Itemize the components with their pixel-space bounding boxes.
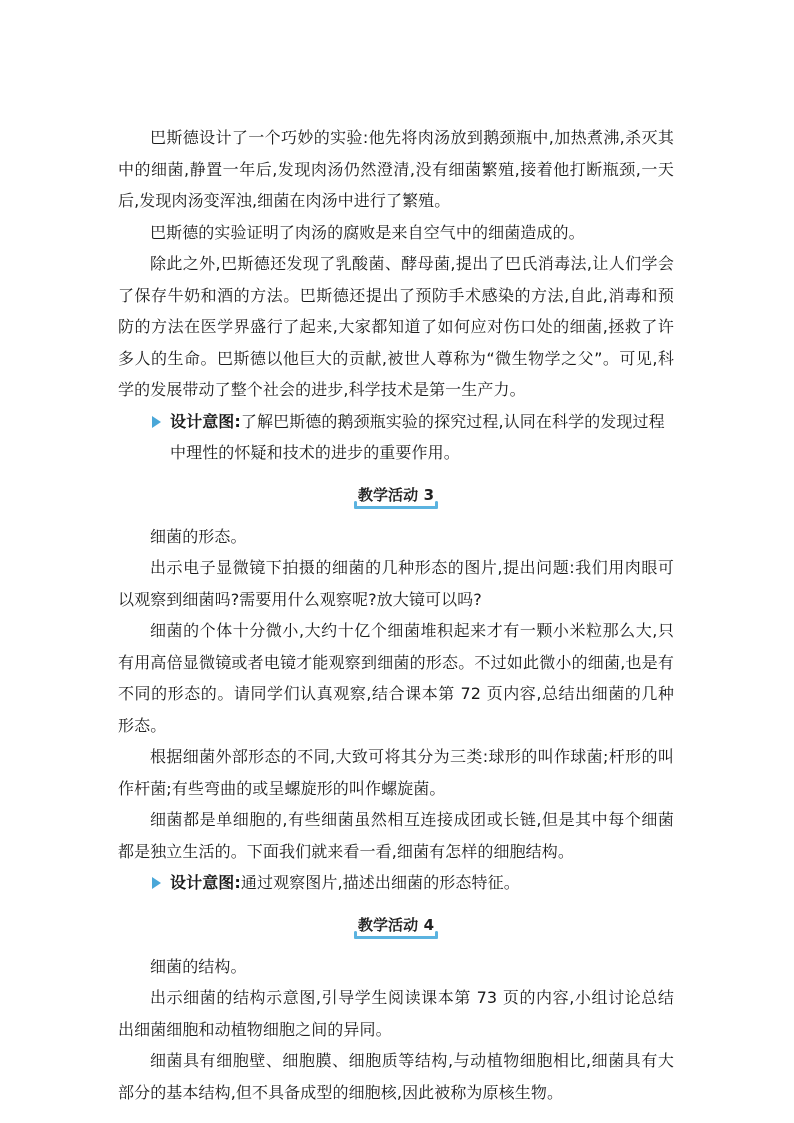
paragraph: 细菌的个体十分微小,大约十亿个细菌堆积起来才有一颗小米粒那么大,只有用高倍显微镜或者电镜才能观察到细菌的形态。不过如此微小的细菌,也是有不同的形态的。请同学们认真观察,结合课本第 72 页内容,总结出细菌的几种形态。 (118, 621, 674, 735)
paragraph: 出示电子显微镜下拍摄的细菌的几种形态的图片,提出问题:我们用肉眼可以观察到细菌吗?需要用什么观察呢?放大镜可以吗? (118, 558, 674, 609)
paragraph: 细菌的形态。 (150, 526, 247, 546)
design-intent-text (170, 867, 674, 899)
design-intent-label: 设计意图: (170, 411, 241, 431)
activity-heading-text: 教学活动 4 (357, 915, 435, 934)
heading-underline (354, 936, 438, 939)
design-intent-text (170, 406, 674, 469)
heading-underline (354, 506, 438, 509)
triangle-arrow-icon (152, 416, 161, 428)
paragraph: 细菌具有细胞壁、细胞膜、细胞质等结构,与动植物细胞相比,细菌具有大部分的基本结构,但不具备成型的细胞核,因此被称为原核生物。 (118, 1051, 674, 1102)
design-intent-body: 了解巴斯德的鹅颈瓶实验的探究过程,认同在科学的发现过程中理性的怀疑和技术的进步的重要作用。 (170, 411, 665, 462)
design-intent (118, 406, 674, 469)
paragraph: 根据细菌外部形态的不同,大致可将其分为三类:球形的叫作球菌;杆形的叫作杆菌;有些弯曲的或呈螺旋形的叫作螺旋菌。 (118, 747, 674, 798)
paragraph: 巴斯德设计了一个巧妙的实验:他先将肉汤放到鹅颈瓶中,加热煮沸,杀灭其中的细菌,静置一年后,发现肉汤仍然澄清,没有细菌繁殖,接着他打断瓶颈,一天后,发现肉汤变浑浊,细菌在肉汤中进行了繁殖。 (118, 128, 674, 210)
paragraph: 巴斯德的实验证明了肉汤的腐败是来自空气中的细菌造成的。 (150, 222, 585, 242)
activity-heading-wrap (118, 909, 674, 939)
activity-heading (356, 482, 436, 508)
paragraph: 出示细菌的结构示意图,引导学生阅读课本第 73 页的内容,小组讨论总结出细菌细胞和动植物细胞之间的异同。 (118, 988, 674, 1039)
paragraph: 细菌的结构。 (150, 956, 247, 976)
document-body (118, 122, 674, 1108)
paragraph: 细菌都是单细胞的,有些细菌虽然相互连接成团或长链,但是其中每个细菌都是独立生活的。下面我们就来看一看,细菌有怎样的细胞结构。 (118, 810, 674, 861)
activity-heading-text: 教学活动 3 (357, 485, 435, 504)
activity-heading-wrap (118, 479, 674, 509)
paragraph: 除此之外,巴斯德还发现了乳酸菌、酵母菌,提出了巴氏消毒法,让人们学会了保存牛奶和酒的方法。巴斯德还提出了预防手术感染的方法,自此,消毒和预防的方法在医学界盛行了起来,大家都知道了如何应对伤口处的细菌,拯救了许多人的生命。巴斯德以他巨大的贡献,被世人尊称为“微生物学之父”。可见,科学的发展带动了整个社会的进步,科学技术是第一生产力。 (118, 254, 674, 399)
design-intent (118, 867, 674, 899)
activity-heading (356, 912, 436, 938)
design-intent-body: 通过观察图片,描述出细菌的形态特征。 (240, 873, 520, 892)
design-intent-label: 设计意图: (170, 873, 241, 892)
triangle-arrow-icon (152, 877, 161, 889)
